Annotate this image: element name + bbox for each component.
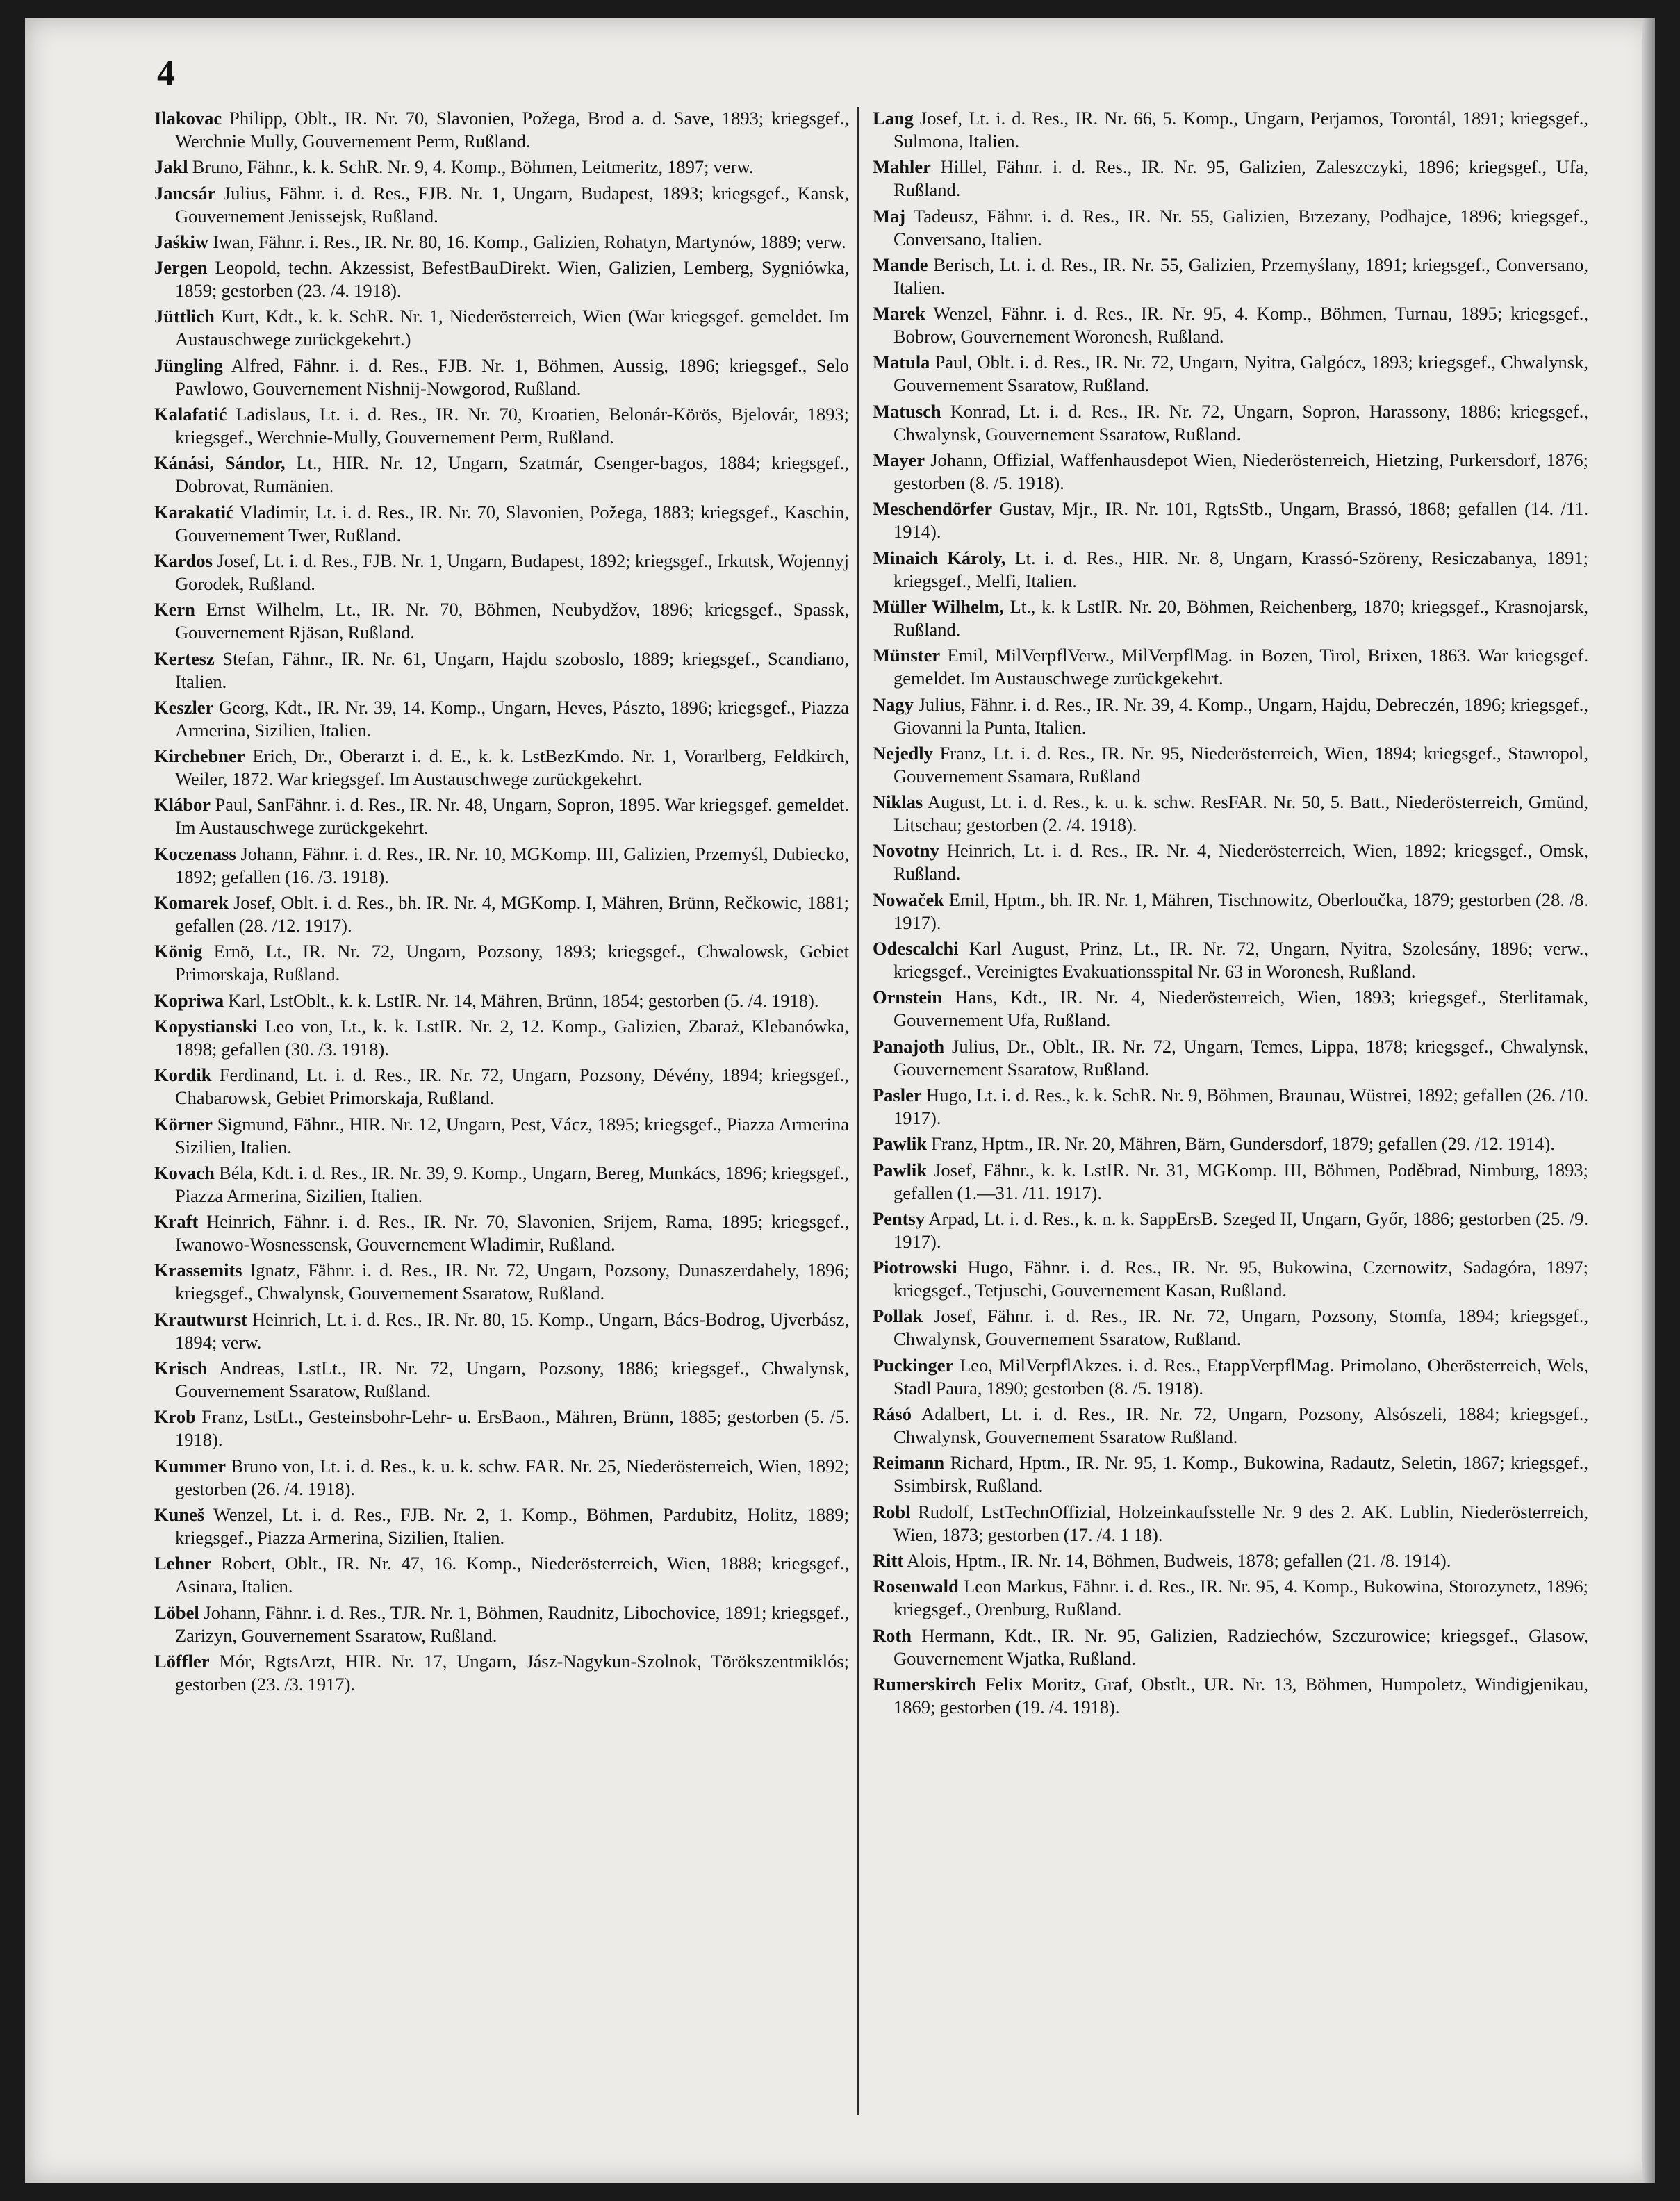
register-entry	[154, 1650, 849, 1696]
entry-name: Pasler	[873, 1084, 922, 1105]
entry-details: Ladislaus, Lt. i. d. Res., IR. Nr. 70, Kroatien, Belonár-Körös, Bjelovár, 1893; kriegsgef., Werchnie-Mully, Gouvernement Perm, Rußland.	[175, 404, 849, 448]
entry-name: Piotrowski	[873, 1257, 957, 1278]
register-entry	[154, 1015, 849, 1061]
entry-details: Josef, Fähnr., k. k. LstIR. Nr. 31, MGKomp. III, Böhmen, Poděbrad, Nimburg, 1893; gefallen (1.—31. /11. 1917).	[893, 1159, 1588, 1203]
entry-name: Kordik	[154, 1064, 212, 1086]
register-entry	[154, 1308, 849, 1354]
register-entry	[873, 1451, 1588, 1497]
entry-name: Jergen	[154, 257, 208, 279]
register-entry	[154, 256, 849, 302]
entry-name: Kovach	[154, 1162, 215, 1183]
entry-details: Georg, Kdt., IR. Nr. 39, 14. Komp., Ungarn, Heves, Pászto, 1896; kriegsgef., Piazza Armerina, Sizilien, Italien.	[175, 696, 849, 741]
register-entry	[873, 1575, 1588, 1621]
entry-details: Konrad, Lt. i. d. Res., IR. Nr. 72, Ungarn, Sopron, Harassony, 1886; kriegsgef., Chwalynsk, Gouvernement Ssaratow, Rußland.	[893, 400, 1588, 445]
entry-details: Franz, LstLt., Gesteinsbohr-Lehr- u. ErsBaon., Mähren, Brünn, 1885; gestorben (5. /5. 1918).	[175, 1406, 849, 1451]
entry-details: Ferdinand, Lt. i. d. Res., IR. Nr. 72, Ungarn, Pozsony, Dévény, 1894; kriegsgef., Chabarowsk, Gebiet Primorskaja, Rußland.	[175, 1064, 849, 1109]
register-entry	[154, 1357, 849, 1403]
register-entry	[873, 1035, 1588, 1081]
register-entry	[873, 595, 1588, 641]
register-entry	[873, 547, 1588, 593]
entry-details: Franz, Hptm., IR. Nr. 20, Mähren, Bärn, Gundersdorf, 1879; gefallen (29. /12. 1914).	[927, 1133, 1555, 1155]
entry-name: Rosenwald	[873, 1576, 959, 1597]
entry-name: Jüngling	[154, 354, 223, 376]
register-entry	[873, 1084, 1588, 1130]
entry-details: Hugo, Fähnr. i. d. Res., IR. Nr. 95, Bukowina, Czernowitz, Sadagóra, 1897; kriegsgef., Tetjuschi, Gouvernement Kasan, Rußland.	[893, 1257, 1588, 1301]
page-number: 4	[157, 53, 175, 93]
entry-name: Lang	[873, 108, 914, 129]
entry-name: Maj	[873, 205, 906, 226]
register-entry	[154, 793, 849, 839]
entry-name: Müller Wilhelm,	[873, 595, 1004, 617]
entry-details: Hermann, Kdt., IR. Nr. 95, Galizien, Radziechów, Szczurowice; kriegsgef., Glasow, Gouvernement Wjatka, Rußland.	[893, 1624, 1588, 1669]
entry-details: Ernö, Lt., IR. Nr. 72, Ungarn, Pozsony, 1893; kriegsgef., Chwalowsk, Gebiet Primorskaja, Rußland.	[175, 941, 849, 985]
page-edge-shadow	[1642, 18, 1655, 2183]
entry-details: Richard, Hptm., IR. Nr. 95, 1. Komp., Bukowina, Radautz, Seletin, 1867; kriegsgef., Ssimbirsk, Rußland.	[893, 1452, 1588, 1497]
entry-details: Andreas, LstLt., IR. Nr. 72, Ungarn, Pozsony, 1886; kriegsgef., Chwalynsk, Gouvernement Ssaratow, Rußland.	[175, 1358, 849, 1402]
register-entry	[873, 644, 1588, 690]
entry-details: Alfred, Fähnr. i. d. Res., FJB. Nr. 1, Böhmen, Aussig, 1896; kriegsgef., Selo Pawlowo, Gouvernement Nishnij-Nowgorod, Rußland.	[175, 354, 849, 399]
register-entry	[873, 1159, 1588, 1205]
entry-name: Karakatić	[154, 501, 234, 522]
entry-name: Puckinger	[873, 1354, 954, 1376]
entry-name: Jaśkiw	[154, 231, 209, 252]
entry-name: Krautwurst	[154, 1308, 247, 1330]
register-entry	[154, 1503, 849, 1549]
entry-name: Novotny	[873, 840, 939, 862]
entry-name: Mande	[873, 254, 928, 275]
entry-name: Jakl	[154, 156, 188, 178]
entry-name: Krassemits	[154, 1260, 242, 1281]
entry-details: Heinrich, Lt. i. d. Res., IR. Nr. 4, Niederösterreich, Wien, 1892; kriegsgef., Omsk, Rußland.	[893, 840, 1588, 884]
entry-details: Leo, MilVerpflAkzes. i. d. Res., EtappVerpflMag. Primolano, Oberösterreich, Wels, Stadl Paura, 1890; gestorben (8. /5. 1918).	[893, 1354, 1588, 1399]
register-entry	[154, 452, 849, 497]
entry-name: Niklas	[873, 791, 923, 813]
entry-details: Stefan, Fähnr., IR. Nr. 61, Ungarn, Hajdu szoboslo, 1889; kriegsgef., Scandiano, Italien.	[175, 648, 849, 692]
register-entry	[154, 598, 849, 644]
entry-details: Josef, Fähnr. i. d. Res., IR. Nr. 72, Ungarn, Pozsony, Stomfa, 1894; kriegsgef., Chwalynsk, Gouvernement Ssaratow, Rußland.	[893, 1305, 1588, 1350]
entry-name: Kertesz	[154, 648, 215, 669]
entry-details: Hans, Kdt., IR. Nr. 4, Niederösterreich, Wien, 1893; kriegsgef., Sterlitamak, Gouvernement Ufa, Rußland.	[893, 987, 1588, 1031]
entry-details: Lt., k. k LstIR. Nr. 20, Böhmen, Reichenberg, 1870; kriegsgef., Krasnojarsk, Rußland.	[893, 595, 1588, 640]
entry-details: Julius, Dr., Oblt., IR. Nr. 72, Ungarn, Temes, Lippa, 1878; kriegsgef., Chwalynsk, Gouvernement Ssaratow, Rußland.	[893, 1035, 1588, 1080]
register-entry	[154, 843, 849, 889]
entry-name: Odescalchi	[873, 938, 959, 959]
register-entry	[873, 156, 1588, 201]
entry-name: Kánási, Sándor,	[154, 452, 286, 474]
entry-name: Robl	[873, 1501, 911, 1522]
entry-name: Kopystianski	[154, 1015, 258, 1037]
register-entry	[154, 745, 849, 791]
register-entry	[873, 1256, 1588, 1302]
entry-details: Julius, Fähnr. i. d. Res., FJB. Nr. 1, Ungarn, Budapest, 1893; kriegsgef., Kansk, Gouvernement Jenissejsk, Rußland.	[175, 182, 849, 226]
entry-name: Marek	[873, 303, 926, 324]
entry-name: Kummer	[154, 1455, 227, 1476]
register-entry	[154, 1162, 849, 1207]
entry-details: Robert, Oblt., IR. Nr. 47, 16. Komp., Niederösterreich, Wien, 1888; kriegsgef., Asinara, Italien.	[175, 1553, 849, 1597]
entry-details: Bruno von, Lt. i. d. Res., k. u. k. schw. FAR. Nr. 25, Niederösterreich, Wien, 1892; gestorben (26. /4. 1918).	[175, 1455, 849, 1499]
entry-details: Arpad, Lt. i. d. Res., k. n. k. SappErsB. Szeged II, Ungarn, Győr, 1886; gestorben (25. /9. 1917).	[893, 1207, 1588, 1252]
entry-name: Körner	[154, 1113, 213, 1135]
entry-details: Heinrich, Fähnr. i. d. Res., IR. Nr. 70, Slavonien, Srijem, Rama, 1895; kriegsgef., Iwanowo-Wosnessensk, Gouvernement Wladimir, Rußland.	[175, 1211, 849, 1255]
register-entry	[154, 403, 849, 449]
entry-name: Keszler	[154, 696, 214, 718]
entry-details: Emil, Hptm., bh. IR. Nr. 1, Mähren, Tischnowitz, Oberloučka, 1879; gestorben (28. /8. 1917).	[893, 889, 1588, 933]
entry-details: Emil, MilVerpflVerw., MilVerpflMag. in Bozen, Tirol, Brixen, 1863. War kriegsgef. gemeldet. Im Austauschwege zurückgekehrt.	[893, 645, 1588, 689]
entry-details: Wenzel, Lt. i. d. Res., FJB. Nr. 2, 1. Komp., Böhmen, Pardubitz, Holitz, 1889; kriegsgef., Piazza Armerina, Sizilien, Italien.	[175, 1503, 849, 1548]
column-divider	[857, 107, 859, 2115]
register-entry	[873, 1673, 1588, 1719]
register-entry	[154, 696, 849, 742]
entry-details: Josef, Oblt. i. d. Res., bh. IR. Nr. 4, MGKomp. I, Mähren, Brünn, Rečkowic, 1881; gefallen (28. /12. 1917).	[175, 892, 849, 937]
entry-name: Rumerskirch	[873, 1673, 977, 1695]
register-entry	[873, 400, 1588, 446]
entry-details: Ernst Wilhelm, Lt., IR. Nr. 70, Böhmen, Neubydžov, 1896; kriegsgef., Spassk, Gouvernement Rjäsan, Rußland.	[175, 599, 849, 643]
register-entry	[873, 205, 1588, 251]
entry-name: Ritt	[873, 1549, 904, 1571]
register-entry	[873, 1501, 1588, 1547]
entry-name: Krisch	[154, 1358, 208, 1379]
entry-name: Panajoth	[873, 1035, 945, 1057]
entry-name: Roth	[873, 1624, 912, 1646]
register-entry	[154, 1455, 849, 1501]
entry-details: Rudolf, LstTechnOffizial, Holzeinkaufsstelle Nr. 9 des 2. AK. Lublin, Niederösterreich, Wien, 1873; gestorben (17. /4. 1 18).	[893, 1501, 1588, 1545]
entry-name: Lehner	[154, 1553, 212, 1574]
register-entry	[154, 1113, 849, 1159]
register-entry	[873, 497, 1588, 543]
entry-name: Ilakovac	[154, 108, 222, 129]
register-entry	[873, 1403, 1588, 1449]
entry-name: Matusch	[873, 400, 941, 422]
entry-details: Berisch, Lt. i. d. Res., IR. Nr. 55, Galizien, Przemyślany, 1891; kriegsgef., Conversano, Italien.	[893, 254, 1588, 298]
entry-details: Josef, Lt. i. d. Res., FJB. Nr. 1, Ungarn, Budapest, 1892; kriegsgef., Irkutsk, Wojennyj Gorodek, Rußland.	[175, 550, 849, 594]
register-entry	[154, 305, 849, 351]
register-entry	[873, 839, 1588, 885]
register-entry	[154, 648, 849, 693]
entry-details: Paul, Oblt. i. d. Res., IR. Nr. 72, Ungarn, Nyitra, Galgócz, 1893; kriegsgef., Chwalynsk, Gouvernement Ssaratow, Rußland.	[893, 352, 1588, 396]
entry-details: Paul, SanFähnr. i. d. Res., IR. Nr. 48, Ungarn, Sopron, 1895. War kriegsgef. gemeldet. Im Austauschwege zurückgekehrt.	[175, 794, 849, 839]
entry-name: Pawlik	[873, 1133, 928, 1155]
register-entry	[873, 107, 1588, 153]
register-entry	[154, 182, 849, 228]
entry-name: Ornstein	[873, 987, 943, 1008]
entry-name: Löbel	[154, 1601, 199, 1623]
entry-details: Mór, RgtsArzt, HIR. Nr. 17, Ungarn, Jász-Nagykun-Szolnok, Törökszentmiklós; gestorben (23. /3. 1917).	[175, 1650, 849, 1695]
entry-name: Münster	[873, 645, 941, 666]
entry-details: Lt., HIR. Nr. 12, Ungarn, Szatmár, Csenger-bagos, 1884; kriegsgef., Dobrovat, Rumänien.	[175, 452, 849, 497]
entry-details: Johann, Offizial, Waffenhausdepot Wien, Niederösterreich, Hietzing, Purkersdorf, 1876; gestorben (8. /5. 1918).	[893, 450, 1588, 494]
entry-name: Pawlik	[873, 1159, 928, 1180]
register-entry	[154, 1259, 849, 1305]
entry-details: Johann, Fähnr. i. d. Res., TJR. Nr. 1, Böhmen, Raudnitz, Libochovice, 1891; kriegsgef., Zarizyn, Gouvernement Ssaratow, Rußland.	[175, 1601, 849, 1646]
entry-details: Gustav, Mjr., IR. Nr. 101, RgtsStb., Ungarn, Brassó, 1868; gefallen (14. /11. 1914).	[893, 498, 1588, 543]
entry-name: Pentsy	[873, 1207, 925, 1229]
entry-details: Karl, LstOblt., k. k. LstIR. Nr. 14, Mähren, Brünn, 1854; gestorben (5. /4. 1918).	[224, 989, 819, 1011]
entry-details: Lt. i. d. Res., HIR. Nr. 8, Ungarn, Krassó-Szöreny, Resiczabanya, 1891; kriegsgef., Melfi, Italien.	[893, 547, 1588, 591]
entry-name: Komarek	[154, 892, 229, 914]
register-entry	[154, 156, 849, 179]
entry-name: Reimann	[873, 1452, 945, 1474]
entry-details: Hugo, Lt. i. d. Res., k. k. SchR. Nr. 9, Böhmen, Braunau, Wüstrei, 1892; gefallen (26. /10. 1917).	[893, 1084, 1588, 1128]
entry-details: Franz, Lt. i. d. Res., IR. Nr. 95, Niederösterreich, Wien, 1894; kriegsgef., Stawropol, Gouvernement Ssamara, Rußland	[893, 742, 1588, 786]
entry-name: Kuneš	[154, 1503, 205, 1525]
entry-name: Nejedly	[873, 742, 933, 764]
entry-details: Iwan, Fähnr. i. Res., IR. Nr. 80, 16. Komp., Galizien, Rohatyn, Martynów, 1889; verw.	[208, 231, 846, 252]
entry-details: Karl August, Prinz, Lt., IR. Nr. 72, Ungarn, Nyitra, Szolesány, 1896; verw., kriegsgef., Vereinigtes Evakuationsspital Nr. 63 in Woronesh, Rußland.	[893, 938, 1588, 982]
entry-details: Bruno, Fähnr., k. k. SchR. Nr. 9, 4. Komp., Böhmen, Leitmeritz, 1897; verw.	[188, 156, 754, 178]
entry-details: Béla, Kdt. i. d. Res., IR. Nr. 39, 9. Komp., Ungarn, Bereg, Munkács, 1896; kriegsgef., Piazza Armerina, Sizilien, Italien.	[175, 1162, 849, 1206]
entry-details: Philipp, Oblt., IR. Nr. 70, Slavonien, Požega, Brod a. d. Save, 1893; kriegsgef., Werchnie Mully, Gouvernement Perm, Rußland.	[175, 108, 849, 151]
entry-details: Erich, Dr., Oberarzt i. d. E., k. k. LstBezKmdo. Nr. 1, Vorarlberg, Feldkirch, Weiler, 1872. War kriegsgef. Im Austauschwege zurückgekehrt.	[175, 745, 849, 790]
register-entry	[154, 989, 849, 1012]
entry-name: Klábor	[154, 794, 211, 816]
entry-name: Koczenass	[154, 843, 236, 864]
register-entry	[873, 1354, 1588, 1400]
register-entry	[154, 940, 849, 986]
entry-details: Heinrich, Lt. i. d. Res., IR. Nr. 80, 15. Komp., Ungarn, Bács-Bodrog, Ujverbász, 1894; verw.	[175, 1308, 849, 1353]
entry-name: Rásó	[873, 1403, 912, 1425]
entry-details: Tadeusz, Fähnr. i. d. Res., IR. Nr. 55, Galizien, Brzezany, Podhajce, 1896; kriegsgef., Conversano, Italien.	[893, 205, 1588, 249]
entry-name: Kern	[154, 599, 195, 620]
entry-name: König	[154, 941, 203, 962]
entry-name: Kopriwa	[154, 989, 224, 1011]
register-entry	[154, 1601, 849, 1647]
register-entry	[873, 937, 1588, 983]
entry-details: Felix Moritz, Graf, Obstlt., UR. Nr. 13, Böhmen, Humpoletz, Windigjenikau, 1869; gestorben (19. /4. 1918).	[893, 1673, 1588, 1717]
entry-details: Leon Markus, Fähnr. i. d. Res., IR. Nr. 95, 4. Komp., Bukowina, Storozynetz, 1896; kriegsgef., Orenburg, Rußland.	[893, 1576, 1588, 1620]
register-entry	[873, 742, 1588, 788]
register-entry	[154, 107, 849, 153]
register-entry	[873, 449, 1588, 495]
entry-name: Pollak	[873, 1305, 923, 1327]
entry-name: Mayer	[873, 450, 925, 471]
entry-details: Hillel, Fähnr. i. d. Res., IR. Nr. 95, Galizien, Zaleszczyki, 1896; kriegsgef., Ufa, Rußland.	[893, 156, 1588, 201]
entry-details: Kurt, Kdt., k. k. SchR. Nr. 1, Niederösterreich, Wien (War kriegsgef. gemeldet. Im Austauschwege zurückgekehrt.)	[175, 306, 849, 350]
entry-details: Johann, Fähnr. i. d. Res., IR. Nr. 10, MGKomp. III, Galizien, Przemyśl, Dubiecko, 1892; gefallen (16. /3. 1918).	[175, 843, 849, 887]
register-entry	[873, 1305, 1588, 1351]
register-entry	[873, 1549, 1588, 1572]
register-entry	[873, 1624, 1588, 1670]
register-entry	[154, 891, 849, 937]
right-column	[873, 107, 1588, 1722]
register-entry	[873, 302, 1588, 348]
entry-details: Leopold, techn. Akzessist, BefestBauDirekt. Wien, Galizien, Lemberg, Sygniówka, 1859; gestorben (23. /4. 1918).	[175, 257, 849, 302]
register-entry	[154, 1552, 849, 1598]
entry-name: Jancsár	[154, 182, 216, 204]
entry-details: Julius, Fähnr. i. d. Res., IR. Nr. 39, 4. Komp., Ungarn, Hajdu, Debreczén, 1896; kriegsgef., Giovanni la Punta, Italien.	[893, 693, 1588, 738]
entry-details: Sigmund, Fähnr., HIR. Nr. 12, Ungarn, Pest, Vácz, 1895; kriegsgef., Piazza Armerina Sizilien, Italien.	[175, 1113, 849, 1157]
entry-details: Leo von, Lt., k. k. LstIR. Nr. 2, 12. Komp., Galizien, Zbaraż, Klebanówka, 1898; gefallen (30. /3. 1918).	[175, 1015, 849, 1060]
entry-name: Kalafatić	[154, 404, 227, 425]
entry-name: Kirchebner	[154, 745, 245, 767]
entry-name: Matula	[873, 352, 930, 373]
register-entry	[873, 1207, 1588, 1253]
entry-name: Mahler	[873, 156, 931, 178]
entry-details: Vladimir, Lt. i. d. Res., IR. Nr. 70, Slavonien, Požega, 1883; kriegsgef., Kaschin, Gouvernement Twer, Rußland.	[175, 501, 849, 545]
register-entry	[154, 354, 849, 400]
entry-name: Nagy	[873, 693, 914, 715]
register-entry	[873, 351, 1588, 397]
register-entry	[154, 1210, 849, 1256]
entry-name: Jüttlich	[154, 306, 215, 327]
entry-details: Ignatz, Fähnr. i. d. Res., IR. Nr. 72, Ungarn, Pozsony, Dunaszerdahely, 1896; kriegsgef., Chwalynsk, Gouvernement Ssaratow, Rußland.	[175, 1260, 849, 1304]
register-entry	[154, 550, 849, 595]
register-entry	[154, 501, 849, 547]
entry-details: Alois, Hptm., IR. Nr. 14, Böhmen, Budweis, 1878; gefallen (21. /8. 1914).	[903, 1549, 1451, 1571]
entry-name: Kraft	[154, 1211, 199, 1233]
register-entry	[873, 986, 1588, 1032]
register-entry	[154, 1064, 849, 1110]
entry-details: Adalbert, Lt. i. d. Res., IR. Nr. 72, Ungarn, Pozsony, Alsószeli, 1884; kriegsgef., Chwalynsk, Gouvernement Ssaratow Rußland.	[893, 1403, 1588, 1448]
entry-name: Krob	[154, 1406, 196, 1428]
entry-name: Löffler	[154, 1650, 210, 1672]
register-entry	[873, 889, 1588, 934]
register-entry	[873, 254, 1588, 299]
entry-details: Josef, Lt. i. d. Res., IR. Nr. 66, 5. Komp., Ungarn, Perjamos, Torontál, 1891; kriegsgef., Sulmona, Italien.	[893, 108, 1588, 151]
left-column	[154, 107, 849, 1699]
entry-name: Meschendörfer	[873, 498, 993, 520]
entry-name: Kardos	[154, 550, 213, 571]
entry-details: Wenzel, Fähnr. i. d. Res., IR. Nr. 95, 4. Komp., Böhmen, Turnau, 1895; kriegsgef., Bobrow, Gouvernement Woronesh, Rußland.	[893, 303, 1588, 347]
register-entry	[154, 231, 849, 254]
register-entry	[873, 693, 1588, 739]
entry-name: Minaich Károly,	[873, 547, 1006, 568]
document-page	[25, 18, 1655, 2183]
register-entry	[154, 1405, 849, 1451]
entry-name: Nowaček	[873, 889, 945, 910]
register-entry	[873, 791, 1588, 836]
register-entry	[873, 1132, 1588, 1155]
entry-details: August, Lt. i. d. Res., k. u. k. schw. ResFAR. Nr. 50, 5. Batt., Niederösterreich, Gmünd, Litschau; gestorben (2. /4. 1918).	[893, 791, 1588, 836]
